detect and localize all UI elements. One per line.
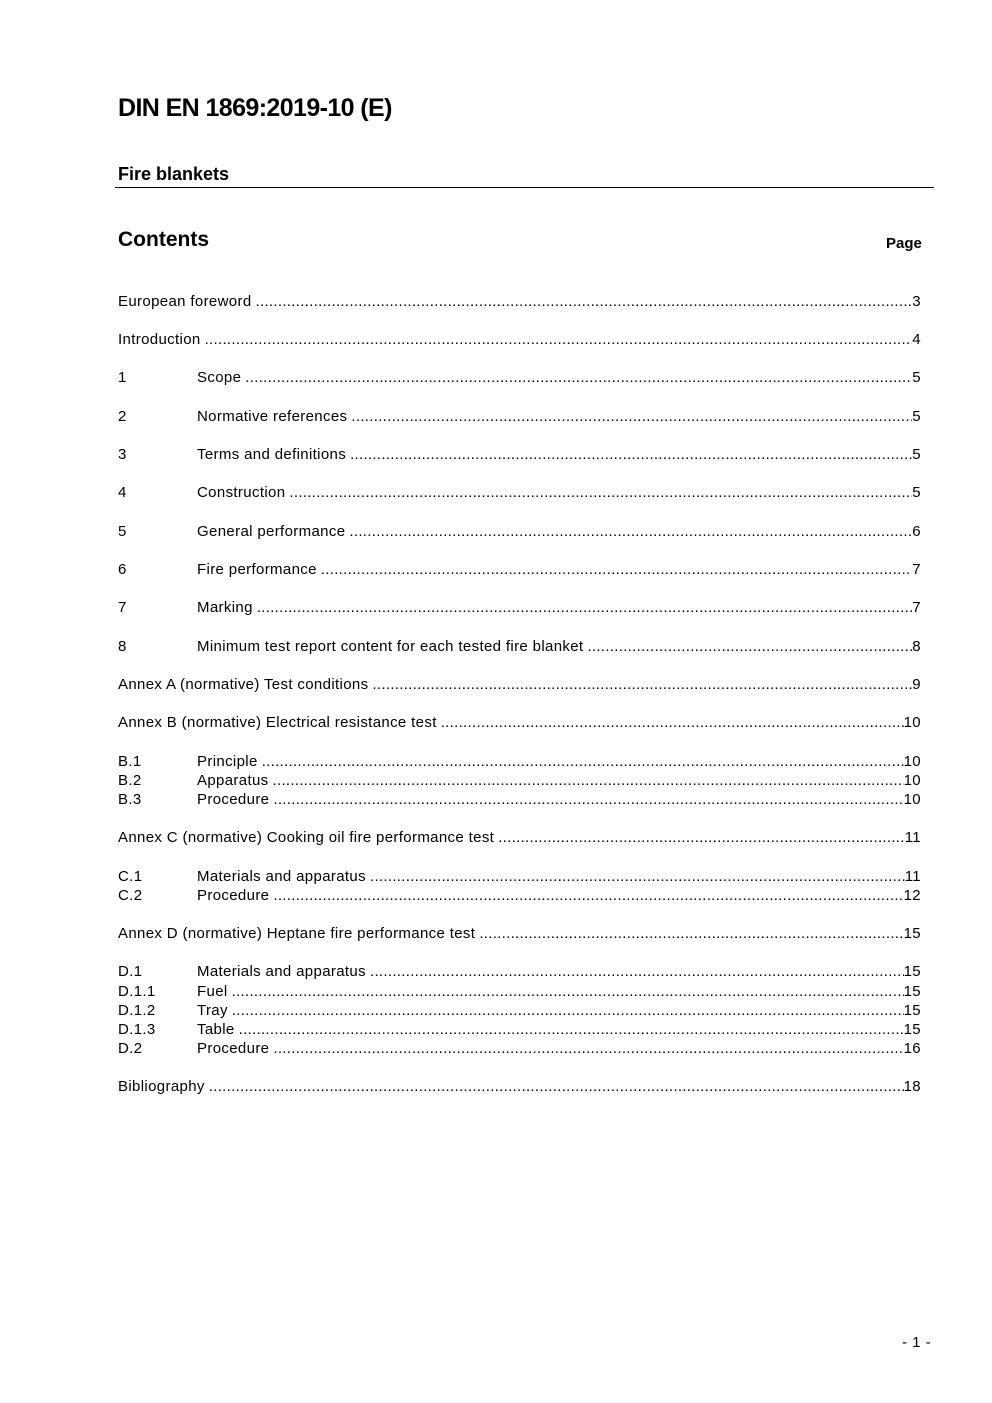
toc-entry[interactable] xyxy=(118,598,921,617)
dot-leader xyxy=(349,522,912,541)
dot-leader xyxy=(205,330,913,349)
title-rule xyxy=(115,187,934,188)
toc-entry[interactable] xyxy=(118,790,921,809)
toc-entry-page: 10 xyxy=(903,772,921,789)
dot-leader xyxy=(351,407,912,426)
dot-leader xyxy=(372,675,912,694)
toc-entry[interactable] xyxy=(118,828,921,847)
toc-entry-title: Procedure xyxy=(197,887,270,904)
toc-entry-title: Principle xyxy=(197,753,258,770)
toc-entry-number: 5 xyxy=(118,523,127,540)
toc-entry[interactable] xyxy=(118,713,921,732)
toc-entry-page: 11 xyxy=(904,829,921,846)
toc-entry-title: Marking xyxy=(197,599,253,616)
toc-entry[interactable] xyxy=(118,982,921,1001)
toc-entry-page: 5 xyxy=(912,369,921,386)
dot-leader xyxy=(370,867,905,886)
dot-leader xyxy=(587,637,912,656)
toc-entry[interactable] xyxy=(118,560,921,579)
toc-entry-title: Normative references xyxy=(197,408,348,425)
toc-entry-page: 10 xyxy=(903,753,921,770)
toc-entry-page: 11 xyxy=(904,868,921,885)
toc-entry-number: D.1.3 xyxy=(118,1021,156,1038)
dot-leader xyxy=(479,924,903,943)
toc-entry-title: European foreword xyxy=(118,293,252,310)
toc-entry-page: 16 xyxy=(903,1040,921,1057)
toc-entry-title: Minimum test report content for each tested fire blanket xyxy=(197,638,584,655)
toc-entry[interactable] xyxy=(118,445,921,464)
toc-entry-title: Tray xyxy=(197,1002,228,1019)
dot-leader xyxy=(262,752,904,771)
dot-leader xyxy=(321,560,912,579)
toc-entry-page: 15 xyxy=(903,925,921,942)
toc-entry-number: 3 xyxy=(118,446,127,463)
page-number: - 1 - xyxy=(902,1334,932,1351)
toc-entry-title: Procedure xyxy=(197,791,270,808)
toc-entry-title: Scope xyxy=(197,369,242,386)
toc-entry-number: 6 xyxy=(118,561,127,578)
toc-entry[interactable] xyxy=(118,924,921,943)
dot-leader xyxy=(209,1077,904,1096)
dot-leader xyxy=(273,1039,903,1058)
toc-entry-title: Table xyxy=(197,1021,235,1038)
toc-entry-title: Annex D (normative) Heptane fire performance test xyxy=(118,925,476,942)
toc-entry-number: 4 xyxy=(118,484,127,501)
toc-entry-title: Bibliography xyxy=(118,1078,205,1095)
toc-entry-page: 5 xyxy=(912,446,921,463)
toc-entry[interactable] xyxy=(118,1077,921,1096)
toc-entry-page: 15 xyxy=(903,963,921,980)
toc-entry-page: 18 xyxy=(903,1078,921,1095)
toc-entry-title: Fire performance xyxy=(197,561,317,578)
toc-entry-page: 10 xyxy=(903,791,921,808)
toc-entry-number: D.1 xyxy=(118,963,143,980)
toc-entry-title: Procedure xyxy=(197,1040,270,1057)
toc-entry-page: 9 xyxy=(912,676,921,693)
dot-leader xyxy=(232,1001,904,1020)
dot-leader xyxy=(289,483,912,502)
toc-entry-page: 3 xyxy=(912,293,921,310)
toc-entry-title: General performance xyxy=(197,523,346,540)
dot-leader xyxy=(370,962,904,981)
toc-entry-title: Materials and apparatus xyxy=(197,868,366,885)
toc-entry[interactable] xyxy=(118,752,921,771)
toc-entry-page: 12 xyxy=(903,887,921,904)
toc-entry-number: 2 xyxy=(118,408,127,425)
toc-entry-number: B.3 xyxy=(118,791,142,808)
toc-entry[interactable] xyxy=(118,368,921,387)
dot-leader xyxy=(245,368,912,387)
page-column-heading: Page xyxy=(886,235,922,252)
toc-entry-number: B.1 xyxy=(118,753,142,770)
toc-entry-title: Materials and apparatus xyxy=(197,963,366,980)
contents-heading: Contents xyxy=(118,228,209,251)
dot-leader xyxy=(257,598,912,617)
toc-entry[interactable] xyxy=(118,292,921,311)
toc-entry-number: C.1 xyxy=(118,868,143,885)
toc-entry-number: D.1.2 xyxy=(118,1002,156,1019)
toc-entry-page: 7 xyxy=(912,561,921,578)
dot-leader xyxy=(232,982,904,1001)
toc-entry-number: B.2 xyxy=(118,772,142,789)
dot-leader xyxy=(273,771,904,790)
toc-entry-title: Fuel xyxy=(197,983,228,1000)
dot-leader xyxy=(273,790,903,809)
toc-entry[interactable] xyxy=(118,675,921,694)
document-subtitle: Fire blankets xyxy=(118,164,230,184)
toc-entry-title: Annex C (normative) Cooking oil fire performance test xyxy=(118,829,495,846)
toc-entry[interactable] xyxy=(118,330,921,349)
toc-entry-number: D.1.1 xyxy=(118,983,156,1000)
toc-entry-page: 5 xyxy=(912,484,921,501)
toc-entry-title: Apparatus xyxy=(197,772,269,789)
toc-entry-page: 6 xyxy=(912,523,921,540)
toc-entry-page: 7 xyxy=(912,599,921,616)
dot-leader xyxy=(350,445,912,464)
toc-entry[interactable] xyxy=(118,1020,921,1039)
toc-entry[interactable] xyxy=(118,522,921,541)
toc-entry-title: Terms and definitions xyxy=(197,446,347,463)
dot-leader xyxy=(498,828,905,847)
toc-entry[interactable] xyxy=(118,771,921,790)
toc-entry-page: 15 xyxy=(903,983,921,1000)
toc-entry-number: 8 xyxy=(118,638,127,655)
toc-entry-page: 15 xyxy=(903,1021,921,1038)
toc-entry[interactable] xyxy=(118,1001,921,1020)
toc-entry-number: 7 xyxy=(118,599,127,616)
toc-entry-number: 1 xyxy=(118,369,127,386)
document-title: DIN EN 1869:2019-10 (E) xyxy=(118,94,392,122)
dot-leader xyxy=(441,713,904,732)
toc-entry-title: Introduction xyxy=(118,331,201,348)
toc-entry[interactable] xyxy=(118,1039,921,1058)
toc-entry-page: 8 xyxy=(912,638,921,655)
toc-entry-title: Construction xyxy=(197,484,286,501)
toc-entry-number: C.2 xyxy=(118,887,143,904)
toc-entry-page: 10 xyxy=(903,714,921,731)
toc-entry-page: 5 xyxy=(912,408,921,425)
toc-entry-title: Annex B (normative) Electrical resistance test xyxy=(118,714,437,731)
toc-entry[interactable] xyxy=(118,886,921,905)
toc-entry-title: Annex A (normative) Test conditions xyxy=(118,676,369,693)
dot-leader xyxy=(273,886,903,905)
toc-entry[interactable] xyxy=(118,407,921,426)
toc-entry[interactable] xyxy=(118,962,921,981)
toc-entry[interactable] xyxy=(118,483,921,502)
toc-entry[interactable] xyxy=(118,867,921,886)
dot-leader xyxy=(256,292,913,311)
dot-leader xyxy=(239,1020,904,1039)
toc-entry[interactable] xyxy=(118,637,921,656)
toc-entry-page: 15 xyxy=(903,1002,921,1019)
toc-entry-number: D.2 xyxy=(118,1040,143,1057)
toc-entry-page: 4 xyxy=(912,331,921,348)
